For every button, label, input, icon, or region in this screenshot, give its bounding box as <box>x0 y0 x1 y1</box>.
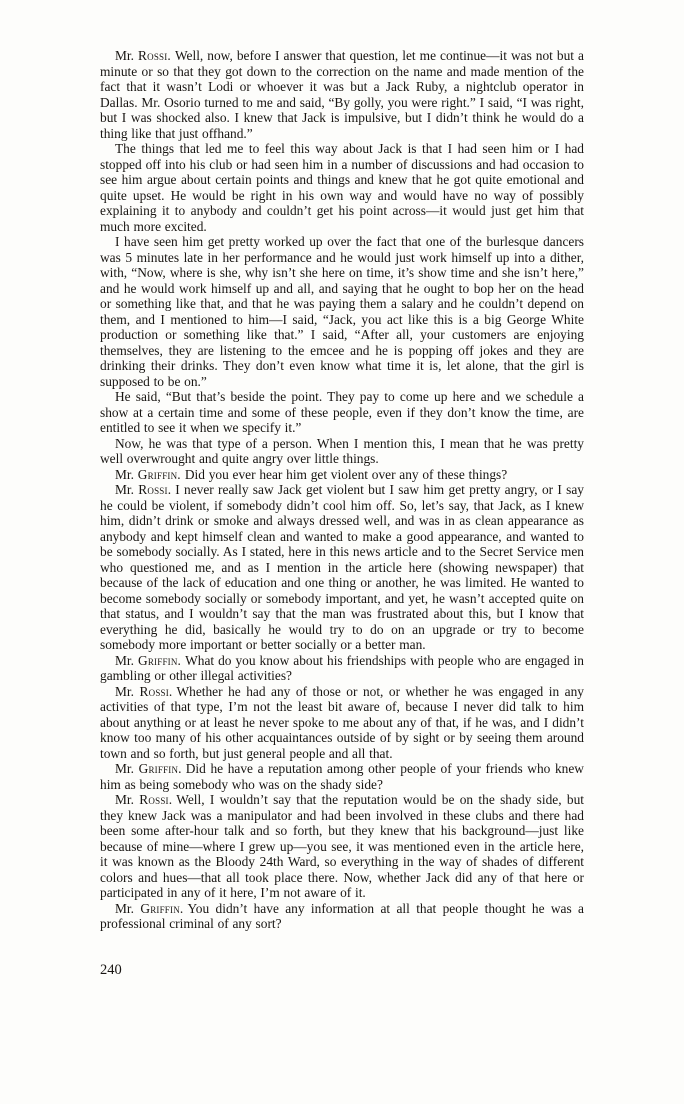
paragraph-text: Did he have a reputation among other people of your friends who knew him as being somebody who was on the shady side? <box>100 761 584 792</box>
transcript-paragraph <box>100 467 584 483</box>
speaker-prefix: Mr. <box>115 48 138 63</box>
paragraph-text: The things that led me to feel this way about Jack is that I had seen him or I had stopped off into his club or had seen him in a number of discussions and had occasion to see him argue about certain points and things and knew that he got quite emotional and quite upset. He would be right in his own way and would have no way of possibly explaining it to anybody and couldn’t get his point across—it would just get him that much more excited. <box>100 141 584 234</box>
speaker-label <box>115 901 183 916</box>
transcript-paragraph <box>100 684 584 762</box>
paragraph-text: Well, I wouldn’t say that the reputation would be on the shady side, but they knew Jack was a manipulator and had been involved in these clubs and there had been some after-hour talk and so forth, but they knew that his background—just like because of mine—where I grew up—you see, it was mentioned even in the article here, it was known as the Bloody 24th Ward, so everything in the way of shades of different colors and hues—that all took place there. Now, whether Jack did any of that here or participated in any of it here, I’m not aware of it. <box>100 792 584 900</box>
transcript-paragraph <box>100 141 584 234</box>
speaker-prefix: Mr. <box>115 792 140 807</box>
speaker-label <box>115 48 171 63</box>
speaker-label <box>115 761 182 776</box>
speaker-name: Rossi. <box>139 792 173 807</box>
transcript-paragraph <box>100 482 584 653</box>
transcript-paragraph <box>100 792 584 901</box>
transcript-paragraph <box>100 48 584 141</box>
paragraph-text: Now, he was that type of a person. When I mention this, I mean that he was pretty well overwrought and quite angry over little things. <box>100 435 584 466</box>
transcript-body <box>100 48 584 932</box>
speaker-label <box>115 467 181 482</box>
speaker-name: Griffin. <box>137 466 181 482</box>
speaker-label <box>115 792 172 807</box>
paragraph-text: Did you ever hear him get violent over any of these things? <box>184 466 508 482</box>
transcript-paragraph <box>100 436 584 467</box>
speaker-name: Griffin. <box>140 900 184 916</box>
speaker-name: Rossi. <box>138 482 172 497</box>
paragraph-text: You didn’t have any information at all that people thought he was a professional criminal of any sort? <box>100 900 584 931</box>
transcript-paragraph <box>100 761 584 792</box>
speaker-prefix: Mr. <box>115 761 139 776</box>
paragraph-text: Well, now, before I answer that question, let me continue—it was not but a minute or so that they got down to the correction on the name and made mention of the fact that it wasn’t Lodi or whoever it was but a Jack Ruby, a nightclub operator in Dallas. Mr. Osorio turned to me and said, “By golly, you were right.” I said, “I was right, but I was shocked also. I knew that Jack is impulsive, but I didn’t think he would do a thing like that just offhand.” <box>100 48 584 141</box>
speaker-name: Rossi. <box>139 683 173 699</box>
transcript-paragraph <box>100 653 584 684</box>
speaker-prefix: Mr. <box>115 482 139 497</box>
paragraph-text: What do you know about his friendships with people who are engaged in gambling or other illegal activities? <box>100 652 584 683</box>
speaker-name: Rossi. <box>137 48 171 63</box>
speaker-prefix: Mr. <box>115 683 140 699</box>
speaker-prefix: Mr. <box>115 466 138 482</box>
speaker-label <box>115 482 171 497</box>
paragraph-text: I have seen him get pretty worked up over the fact that one of the burlesque dancers was 5 minutes late in her performance and he would just work himself up into a dither, with, “Now, where is she, why isn’t she here on time, it’s show time and she isn’t here,” and he would work himself up and all, and saying that he ought to bop her on the head or something like that, and that he was paying them a salary and he couldn’t depend on them, and I mentioned to him—I said, “Jack, you act like this is a big George White production or something like that.” I said, “After all, your customers are enjoying themselves, they are listening to the emcee and he is popping off jokes and they are drinking their drinks. They don’t even know what time it is, let alone, that the girl is supposed to be on.” <box>100 234 584 389</box>
paragraph-text: Whether he had any of those or not, or whether he was engaged in any activities of that type, I’m not the least bit aware of, because I never did talk to him about anything or at least he never spoke to me about any of that, if he was, and I didn’t know too many of his other acquaintances outside of by sight or by seeing them around town and so forth, but just general people and all that. <box>100 683 584 761</box>
speaker-label <box>115 684 172 699</box>
speaker-label <box>115 653 181 668</box>
page-number: 240 <box>100 961 122 978</box>
speaker-prefix: Mr. <box>115 900 141 916</box>
speaker-prefix: Mr. <box>115 652 138 668</box>
paragraph-text: He said, “But that’s beside the point. They pay to come up here and we schedule a show at a certain time and some of these people, even if they don’t know the time, are entitled to see it when we specify it.” <box>100 389 584 435</box>
transcript-paragraph <box>100 389 584 436</box>
transcript-paragraph <box>100 901 584 932</box>
speaker-name: Griffin. <box>138 761 182 776</box>
speaker-name: Griffin. <box>137 652 182 668</box>
paragraph-text: I never really saw Jack get violent but I saw him get pretty angry, or I say he could be violent, if somebody didn’t cool him off. So, let’s say, that Jack, as I knew him, didn’t drink or smoke and always dressed well, and was in as clean appearance as anybody and kept himself clean and wanted to make a good appearance, and wanted to be somebody socially. As I stated, here in this news article and to the Secret Service men who questioned me, and as I mention in the article here (showing newspaper) that because of the lack of education and one thing or another, he was limited. He wanted to become somebody socially or somebody important, and yet, he wasn’t accepted quite on that status, and I wouldn’t say that the man was frustrated about this, but I know that everything he did, basically he would try to do on an upgrade or try to become somebody more important or better socially or a better man. <box>100 482 584 652</box>
transcript-paragraph <box>100 234 584 389</box>
